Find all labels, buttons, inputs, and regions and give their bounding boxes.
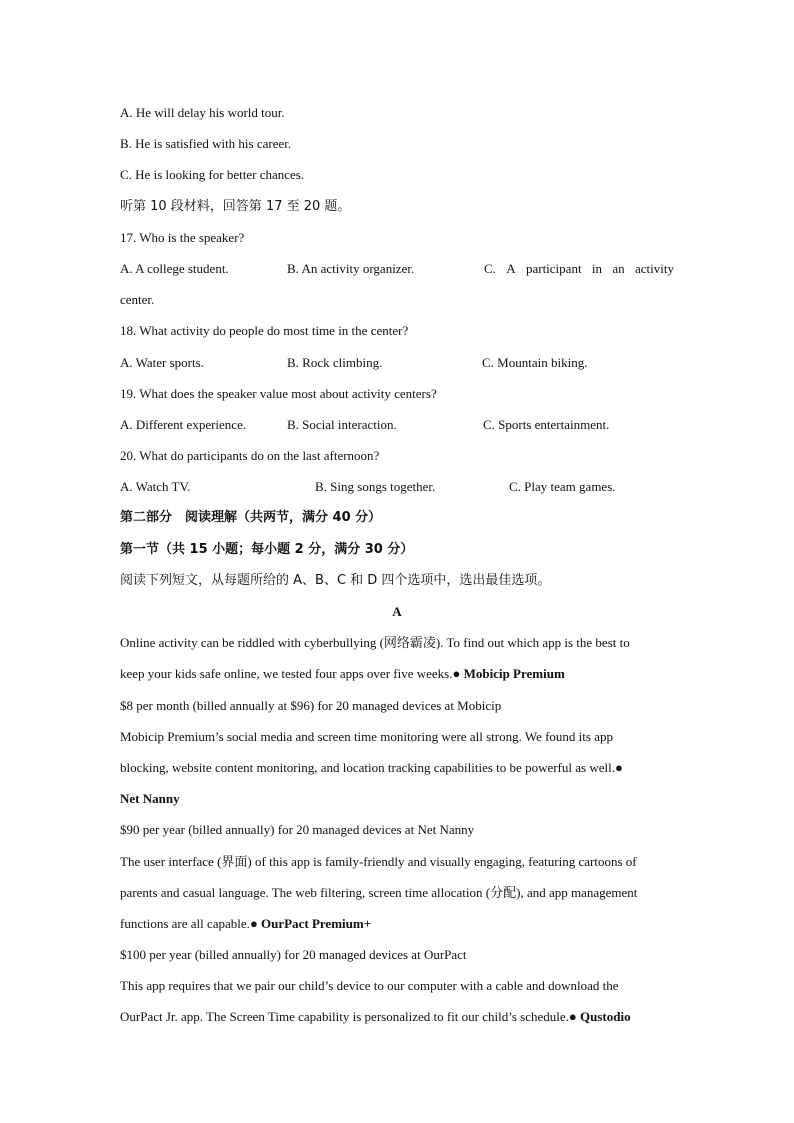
option-line: B. He is satisfied with his career. (120, 136, 292, 152)
passage-text: The user interface (界面) of this app is family-friendly and visually engaging, featuring cartoons of (120, 853, 637, 869)
option-c: C. Mountain biking. (482, 354, 588, 370)
option-c: C. Sports entertainment. (483, 416, 610, 432)
app-name-mobicip: ● Mobicip Premium (452, 666, 565, 682)
option-a: A. Watch TV. (120, 479, 191, 495)
option-c-word: C. (484, 260, 496, 276)
passage-text: Mobicip Premium’s social media and screen time monitoring were all strong. We found its app (120, 728, 613, 744)
passage-text-segment: OurPact Jr. app. The Screen Time capability is personalized to fit our child’s schedule. (120, 1009, 569, 1025)
question-20: 20. What do participants do on the last afternoon? (120, 448, 380, 464)
passage-text-segment: blocking, website content monitoring, and location tracking capabilities to be powerful as well. (120, 759, 615, 775)
option-c-word: A (506, 260, 516, 276)
option-c-word: activity (634, 260, 674, 276)
option-a: A. A college student. (120, 260, 229, 276)
passage-text-segment: keep your kids safe online, we tested four apps over five weeks. (120, 666, 453, 682)
question-17: 17. Who is the speaker? (120, 229, 245, 245)
exam-page (120, 97, 674, 1033)
option-a: A. Water sports. (120, 354, 204, 370)
section-heading: 第一节（共 15 小题；每小题 2 分，满分 30 分） (120, 541, 414, 557)
question-18: 18. What activity do people do most time in the center? (120, 323, 409, 339)
app-price: $8 per month (billed annually at $96) for 20 managed devices at Mobicip (120, 697, 502, 713)
passage-text (120, 658, 674, 689)
option-c (484, 253, 674, 284)
app-name-qustodio: ● Qustodio (568, 1009, 631, 1025)
passage-label: A (392, 604, 402, 619)
part-heading: 第二部分 阅读理解（共两节，满分 40 分） (120, 510, 382, 526)
option-c-word: participant (525, 260, 582, 276)
option-line: C. He is looking for better chances. (120, 167, 305, 183)
question-19-options (120, 409, 674, 440)
passage-text: parents and casual language. The web filtering, screen time allocation (分配), and app management (120, 884, 638, 900)
passage-text (120, 908, 674, 939)
app-price: $100 per year (billed annually) for 20 managed devices at OurPact (120, 947, 467, 963)
app-price: $90 per year (billed annually) for 20 managed devices at Net Nanny (120, 822, 475, 838)
passage-text: Online activity can be riddled with cyberbullying (网络霸凌). To find out which app is the best to (120, 635, 630, 651)
option-b: B. Social interaction. (287, 416, 397, 432)
option-a: A. Different experience. (120, 416, 247, 432)
option-c-word: in (591, 260, 603, 276)
passage-text (120, 752, 674, 783)
question-18-options (120, 347, 674, 378)
app-name-ourpact: ● OurPact Premium+ (249, 915, 372, 931)
bullet-icon: ● (614, 759, 623, 775)
option-b: B. Rock climbing. (287, 354, 383, 370)
app-name-net-nanny: Net Nanny (120, 791, 180, 807)
option-c: C. Play team games. (509, 479, 616, 495)
option-c-continued: center. (120, 292, 155, 308)
section-instruction: 听第 10 段材料，回答第 17 至 20 题。 (120, 198, 351, 214)
option-b: B. An activity organizer. (287, 260, 415, 276)
passage-text (120, 1001, 674, 1032)
reading-instruction: 阅读下列短文，从每题所给的 A、B、C 和 D 四个选项中，选出最佳选项。 (120, 572, 551, 588)
option-b: B. Sing songs together. (315, 479, 436, 495)
passage-text-segment: functions are all capable. (120, 915, 250, 931)
question-17-options (120, 253, 674, 284)
option-c-word: an (612, 260, 625, 276)
question-20-options (120, 471, 674, 502)
passage-text: This app requires that we pair our child’s device to our computer with a cable and download the (120, 978, 619, 994)
question-19: 19. What does the speaker value most about activity centers? (120, 385, 437, 401)
option-line: A. He will delay his world tour. (120, 105, 285, 120)
